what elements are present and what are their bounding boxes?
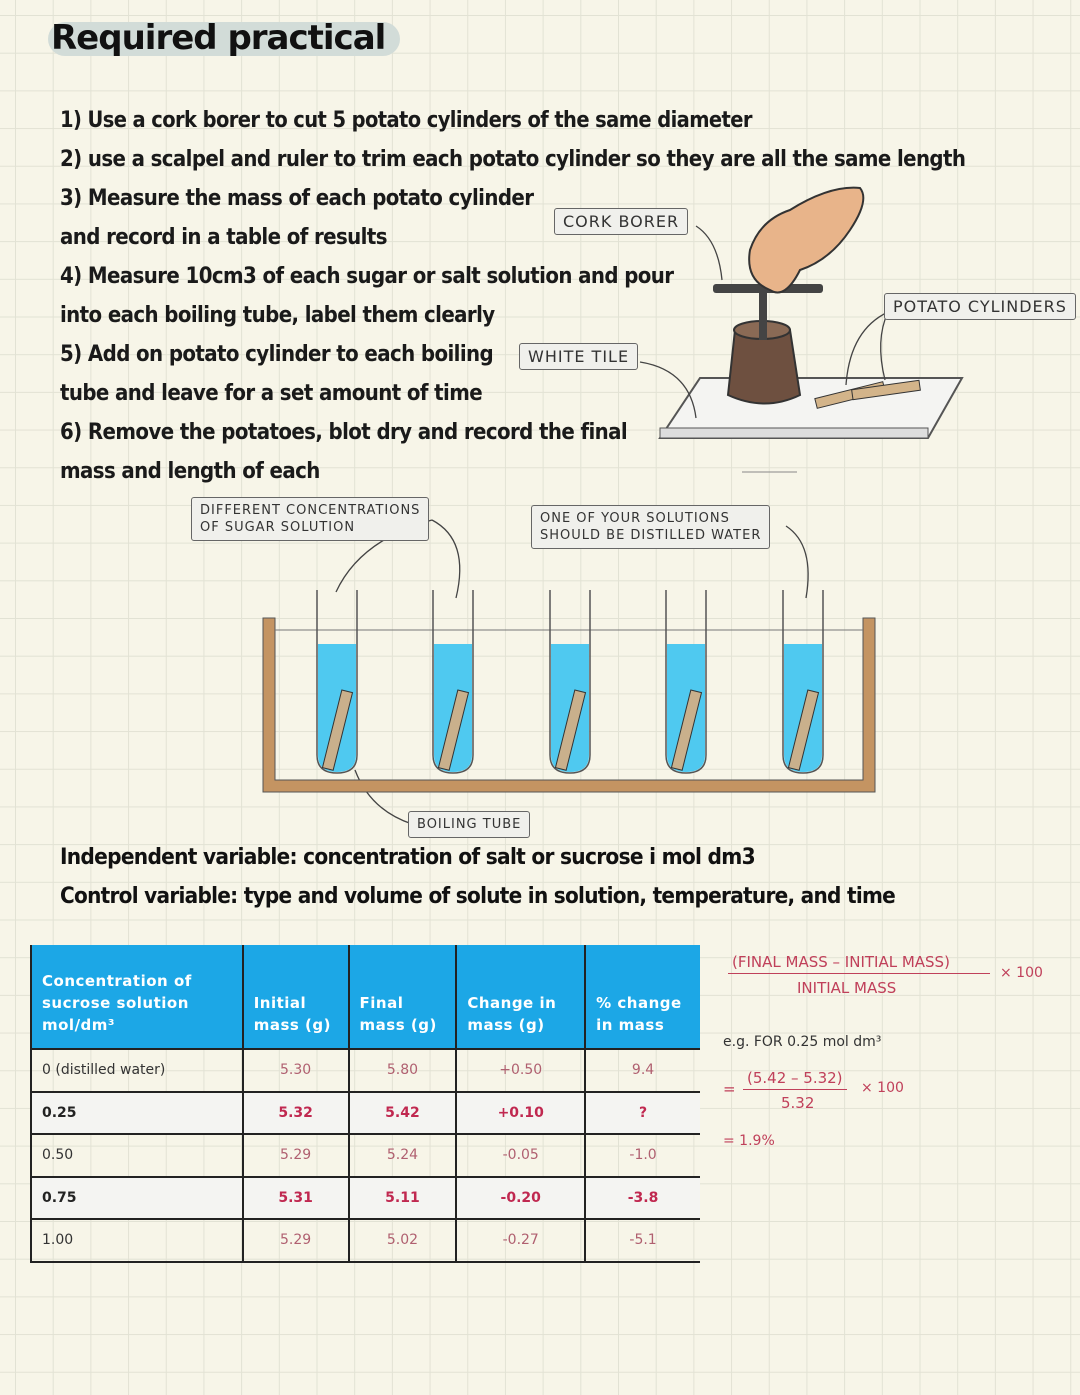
step-6b: mass and length of each bbox=[60, 459, 320, 484]
table-cell: -3.8 bbox=[585, 1177, 700, 1220]
step-3: 3) Measure the mass of each potato cylinder bbox=[60, 186, 534, 211]
header-final-mass: Final mass (g) bbox=[349, 945, 457, 1049]
control-label: Control variable: bbox=[60, 884, 238, 909]
label-concentrations bbox=[191, 497, 429, 541]
control-value: type and volume of solute in solution, temperature, and time bbox=[237, 884, 896, 909]
control-variable bbox=[60, 884, 895, 909]
example-equals: = bbox=[723, 1080, 736, 1098]
step-2: 2) use a scalpel and ruler to trim each potato cylinder so they are all the same length bbox=[60, 147, 966, 172]
boiling-tube bbox=[433, 590, 473, 773]
formula-times: × 100 bbox=[1000, 965, 1043, 981]
table-cell: 5.80 bbox=[349, 1049, 457, 1092]
independent-label: Independent variable: bbox=[60, 845, 297, 870]
table-row bbox=[31, 1134, 700, 1177]
table-cell: 5.29 bbox=[243, 1219, 349, 1262]
table-cell: 5.02 bbox=[349, 1219, 457, 1262]
step-4: 4) Measure 10cm3 of each sugar or salt solution and pour bbox=[60, 264, 674, 289]
header-percent-change: % change in mass bbox=[585, 945, 700, 1049]
table-cell: 5.24 bbox=[349, 1134, 457, 1177]
example-numerator: (5.42 – 5.32) bbox=[743, 1069, 847, 1090]
table-cell: +0.50 bbox=[456, 1049, 585, 1092]
cork-borer bbox=[759, 290, 767, 340]
table-row bbox=[31, 1219, 700, 1262]
step-6: 6) Remove the potatoes, blot dry and record the final bbox=[60, 420, 628, 445]
label-line: DIFFERENT CONCENTRATIONS bbox=[200, 503, 421, 518]
header-concentration: Concentration of sucrose solution mol/dm³ bbox=[31, 945, 243, 1049]
table-cell: 0.75 bbox=[31, 1177, 243, 1220]
label-distilled-water bbox=[531, 505, 770, 549]
formula-denominator: INITIAL MASS bbox=[797, 979, 897, 997]
label-cork-borer: CORK BORER bbox=[554, 208, 688, 235]
table-cell: 5.32 bbox=[243, 1092, 349, 1135]
boiling-tube bbox=[783, 590, 823, 773]
table-row bbox=[31, 1177, 700, 1220]
boiling-tube bbox=[317, 590, 357, 773]
table-cell: 5.29 bbox=[243, 1134, 349, 1177]
example-result: = 1.9% bbox=[723, 1133, 775, 1149]
table-cell: 5.11 bbox=[349, 1177, 457, 1220]
results-table bbox=[30, 945, 700, 1263]
page-title: Required practical bbox=[51, 18, 386, 58]
label-line: ONE OF YOUR SOLUTIONS bbox=[540, 511, 730, 526]
table-cell: ? bbox=[585, 1092, 700, 1135]
label-boiling-tube: BOILING TUBE bbox=[408, 811, 530, 838]
table-cell: -1.0 bbox=[585, 1134, 700, 1177]
independent-value: concentration of salt or sucrose i mol dm3 bbox=[296, 845, 755, 870]
step-4b: into each boiling tube, label them clearly bbox=[60, 303, 495, 328]
independent-variable bbox=[60, 845, 755, 870]
boiling-tube bbox=[550, 590, 590, 773]
step-3b: and record in a table of results bbox=[60, 225, 387, 250]
label-white-tile: WHITE TILE bbox=[519, 343, 638, 370]
table-row bbox=[31, 1092, 700, 1135]
example-denominator: 5.32 bbox=[781, 1094, 815, 1112]
table-cell: -5.1 bbox=[585, 1219, 700, 1262]
table-row bbox=[31, 1049, 700, 1092]
table-cell: 5.31 bbox=[243, 1177, 349, 1220]
label-line: SHOULD BE DISTILLED WATER bbox=[540, 528, 762, 543]
example-label: e.g. FOR 0.25 mol dm³ bbox=[723, 1034, 882, 1050]
table-cell: +0.10 bbox=[456, 1092, 585, 1135]
label-line: OF SUGAR SOLUTION bbox=[200, 520, 356, 535]
table-cell: -0.20 bbox=[456, 1177, 585, 1220]
table-cell: 1.00 bbox=[31, 1219, 243, 1262]
example-times: × 100 bbox=[861, 1080, 904, 1096]
cork bbox=[728, 330, 800, 404]
step-5: 5) Add on potato cylinder to each boiling bbox=[60, 342, 494, 367]
table-cell: 9.4 bbox=[585, 1049, 700, 1092]
table-cell: 5.42 bbox=[349, 1092, 457, 1135]
header-change-mass: Change in mass (g) bbox=[456, 945, 585, 1049]
table-cell: 5.30 bbox=[243, 1049, 349, 1092]
table-cell: 0.25 bbox=[31, 1092, 243, 1135]
hand bbox=[749, 188, 863, 293]
boiling-tube bbox=[666, 590, 706, 773]
label-potato-cylinders: POTATO CYLINDERS bbox=[884, 293, 1076, 320]
header-initial-mass: Initial mass (g) bbox=[243, 945, 349, 1049]
formula-numerator: (FINAL MASS – INITIAL MASS) bbox=[728, 953, 990, 974]
step-5b: tube and leave for a set amount of time bbox=[60, 381, 483, 406]
table-cell: -0.05 bbox=[456, 1134, 585, 1177]
table-cell: -0.27 bbox=[456, 1219, 585, 1262]
table-cell: 0 (distilled water) bbox=[31, 1049, 243, 1092]
table-cell: 0.50 bbox=[31, 1134, 243, 1177]
step-1: 1) Use a cork borer to cut 5 potato cylinders of the same diameter bbox=[60, 108, 752, 133]
